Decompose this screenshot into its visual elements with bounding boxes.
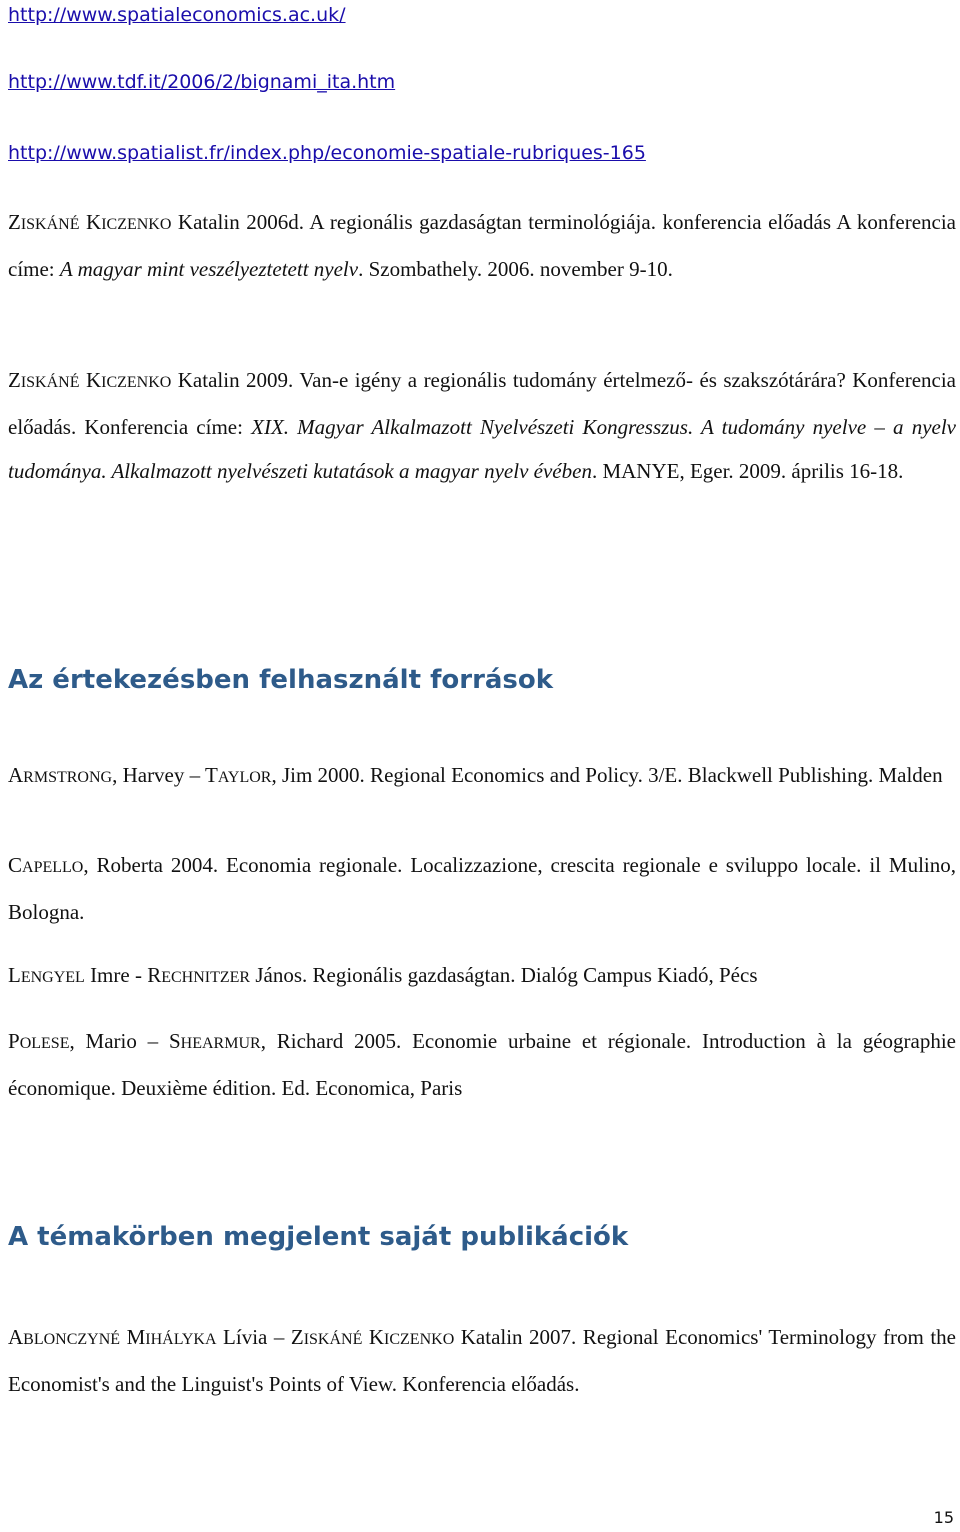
- source-lengyel-rechnitzer: LENGYEL Imre - RECHNITZER János. Regionális gazdaságtan. Dialóg Campus Kiadó, Pécs: [8, 963, 758, 987]
- source-polese-shearmur: POLESE, Mario – SHEARMUR, Richard 2005. Economie urbaine et régionale. Introduction à la géographie économique. Deuxième édition. Ed. Economica, Paris: [8, 1029, 956, 1100]
- author-name: ZISKÁNÉ KICZENKO: [8, 368, 172, 392]
- author-name: SHEARMUR: [168, 1029, 261, 1053]
- author-name: ZISKÁNÉ KICZENKO: [8, 210, 172, 234]
- source-armstrong-taylor: ARMSTRONG, Harvey – TAYLOR, Jim 2000. Regional Economics and Policy. 3/E. Blackwell Publishing. Malden: [8, 763, 943, 787]
- source-capello: CAPELLO, Roberta 2004. Economia regionale. Localizzazione, crescita regionale e sviluppo locale. il Mulino, Bologna.: [8, 853, 956, 924]
- publication-ablonczyne-ziskane-2007: ABLONCZYNÉ MIHÁLYKA Lívia – ZISKÁNÉ KICZENKO Katalin 2007. Regional Economics' Terminology from the Economist's and the Linguist's Points of View. Konferencia előadás.: [8, 1325, 956, 1396]
- link-tdf[interactable]: http://www.tdf.it/2006/2/bignami_ita.htm: [8, 71, 396, 93]
- page-number: 15: [933, 1508, 954, 1527]
- author-name: ABLONCZYNÉ MIHÁLYKA: [8, 1325, 217, 1349]
- reference-ziskane-2006d: ZISKÁNÉ KICZENKO Katalin 2006d. A regionális gazdaságtan terminológiája. konferencia előadás A konferencia címe: A magyar mint veszélyeztetett nyelv. Szombathely. 2006. november 9-10.: [8, 210, 957, 281]
- author-name: POLESE: [8, 1029, 70, 1053]
- author-name: CAPELLO: [8, 853, 84, 877]
- link-spatialeconomics[interactable]: http://www.spatialeconomics.ac.uk/: [8, 4, 346, 26]
- reference-ziskane-2009: ZISKÁNÉ KICZENKO Katalin 2009. Van-e igény a regionális tudomány értelmező- és szakszótárára? Konferencia előadás. Konferencia címe: XIX. Magyar Alkalmazott Nyelvészeti Kongresszus. A tudomány nyelve – a nyelv tudománya. Alkalmazott nyelvészeti kutatások a magyar nyelv évében. MANYE, Eger. 2009. április 16-18.: [8, 368, 956, 483]
- author-name: TAYLOR: [205, 763, 272, 787]
- link-spatialist[interactable]: http://www.spatialist.fr/index.php/economie-spatiale-rubriques-165: [8, 142, 646, 164]
- author-name: ARMSTRONG: [8, 763, 113, 787]
- section-heading-own-publications: A témakörben megjelent saját publikációk: [8, 1222, 629, 1252]
- author-name: RECHNITZER: [147, 963, 251, 987]
- section-heading-sources: Az értekezésben felhasznált források: [8, 665, 554, 695]
- author-name: LENGYEL: [8, 963, 85, 987]
- author-name: ZISKÁNÉ KICZENKO: [290, 1325, 455, 1349]
